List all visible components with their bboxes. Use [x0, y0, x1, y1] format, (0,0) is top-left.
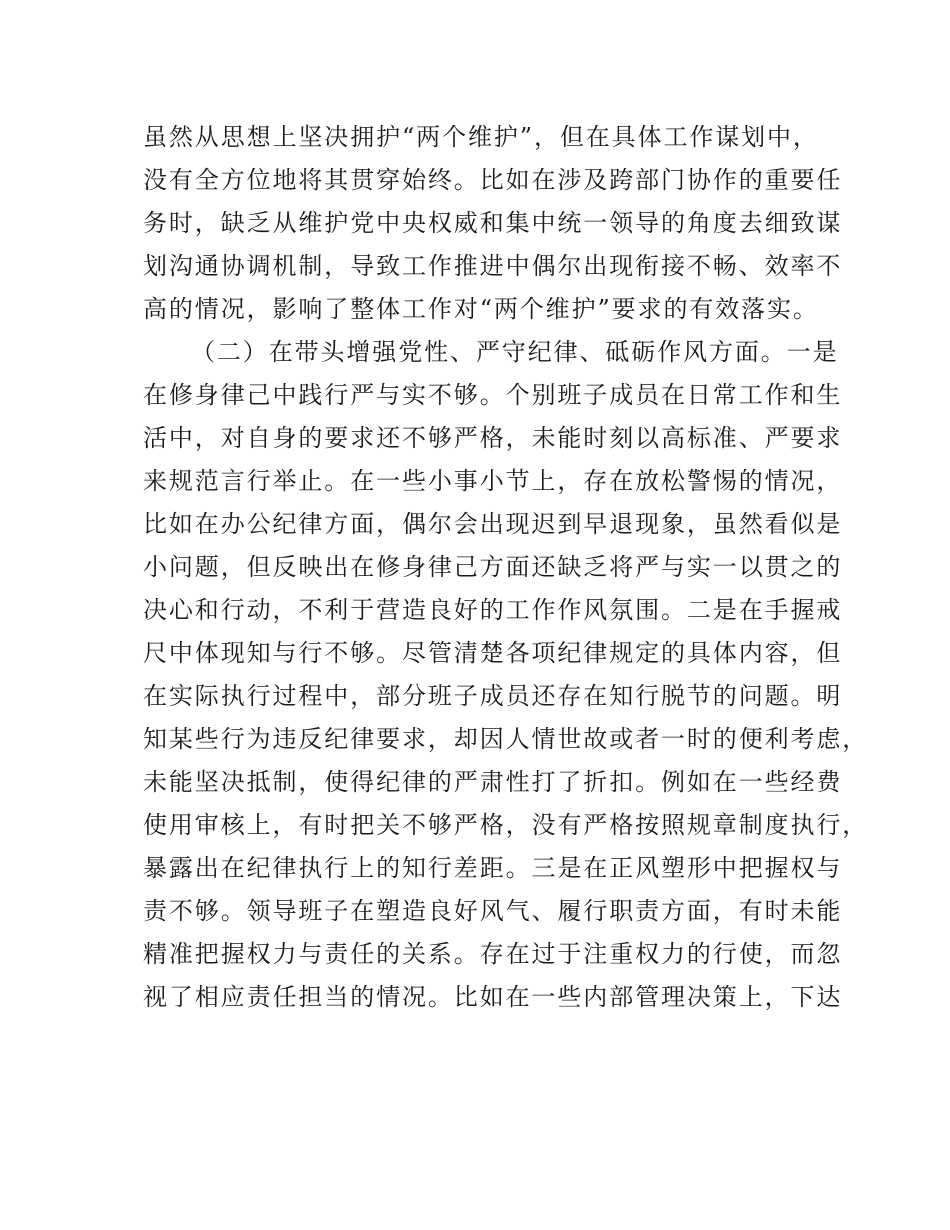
text-line: 在实际执行过程中，部分班子成员还存在知行脱节的问题。明 [143, 682, 843, 710]
text-line: 在修身律己中践行严与实不够。个别班子成员在日常工作和生 [143, 381, 843, 409]
text-line: 比如在办公纪律方面，偶尔会出现迟到早退现象，虽然看似是 [143, 510, 843, 538]
text-line: 来规范言行举止。在一些小事小节上，存在放松警惕的情况， [143, 467, 843, 495]
text-line: 暴露出在纪律执行上的知行差距。三是在正风塑形中把握权与 [143, 854, 843, 882]
text-line: 小问题，但反映出在修身律己方面还缺乏将严与实一以贯之的 [143, 553, 843, 581]
text-line: 务时，缺乏从维护党中央权威和集中统一领导的角度去细致谋 [143, 209, 843, 237]
text-line: 虽然从思想上坚决拥护“两个维护”，但在具体工作谋划中， [143, 123, 819, 151]
text-line: 视了相应责任担当的情况。比如在一些内部管理决策上，下达 [143, 983, 843, 1011]
text-line: 尺中体现知与行不够。尽管清楚各项纪律规定的具体内容，但 [143, 639, 843, 667]
text-line: 责不够。领导班子在塑造良好风气、履行职责方面，有时未能 [143, 897, 843, 925]
text-line: 未能坚决抵制，使得纪律的严肃性打了折扣。例如在一些经费 [143, 768, 843, 796]
text-line: 使用审核上，有时把关不够严格，没有严格按照规章制度执行， [143, 811, 869, 839]
text-line: 划沟通协调机制，导致工作推进中偶尔出现衔接不畅、效率不 [143, 252, 843, 280]
text-line: 活中，对自身的要求还不够严格，未能时刻以高标准、严要求 [143, 424, 843, 452]
section-heading-line: （二）在带头增强党性、严守纪律、砥砺作风方面。一是 [191, 338, 839, 366]
text-line: 决心和行动，不利于营造良好的工作作风氛围。二是在手握戒 [143, 596, 843, 624]
body-text [143, 116, 869, 1019]
text-line: 精准把握权力与责任的关系。存在过于注重权力的行使，而忽 [143, 940, 843, 968]
text-line: 知某些行为违反纪律要求，却因人情世故或者一时的便利考虑， [143, 725, 869, 753]
text-line: 高的情况，影响了整体工作对“两个维护”要求的有效落实。 [143, 295, 819, 323]
text-line: 没有全方位地将其贯穿始终。比如在涉及跨部门协作的重要任 [143, 166, 843, 194]
